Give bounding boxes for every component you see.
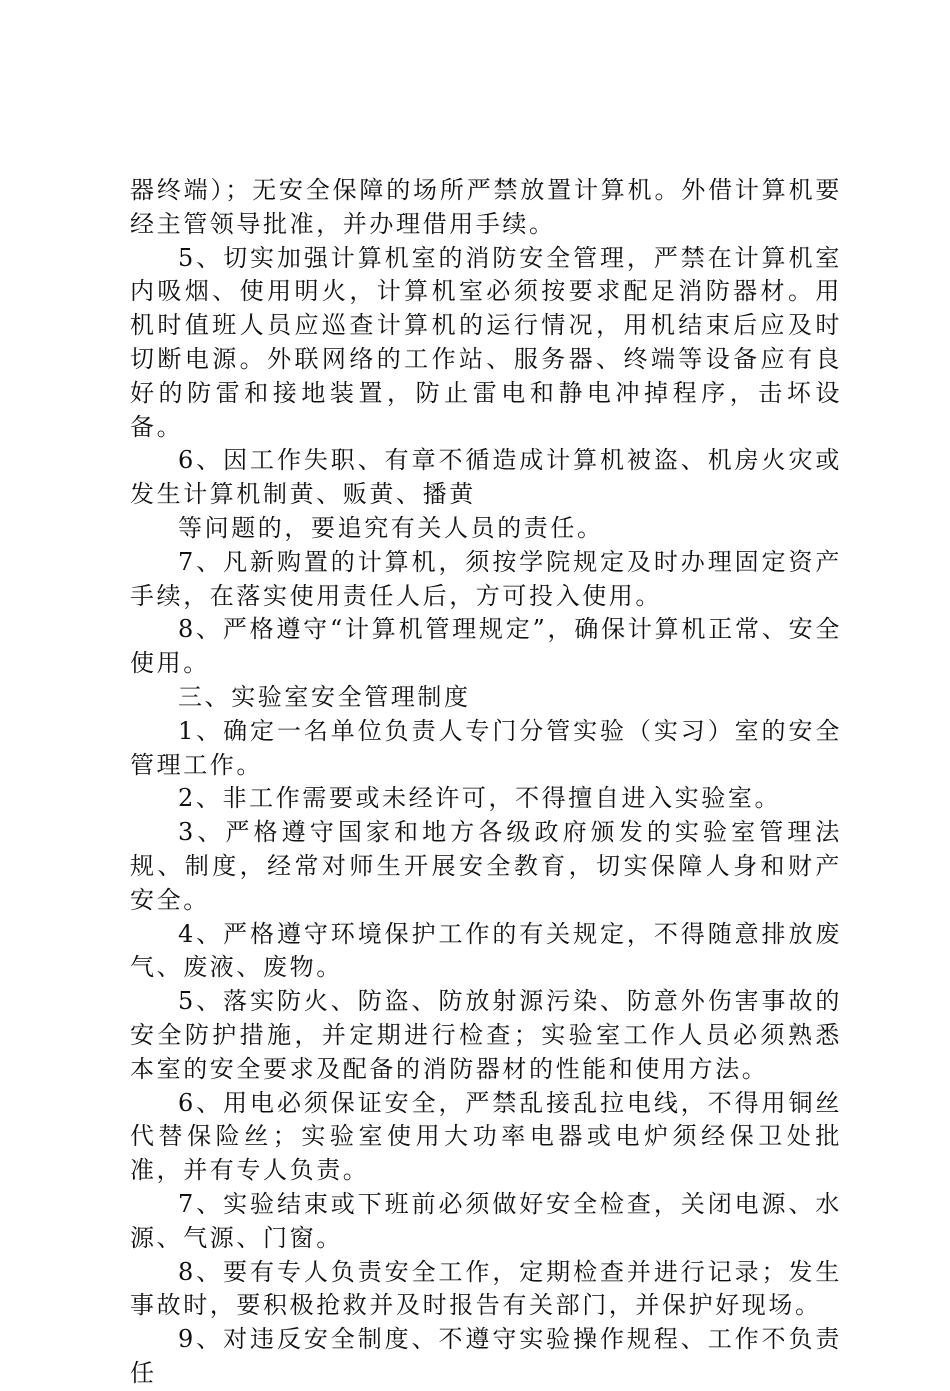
paragraph: 5、落实防火、防盗、防放射源污染、防意外伤害事故的安全防护措施，并定期进行检查；实验室工作人员必须熟悉本室的安全要求及配备的消防器材的性能和使用方法。 [130,987,842,1083]
paragraph: 2、非工作需要或未经许可，不得擅自进入实验室。 [178,784,782,813]
paragraph: 6、因工作失职、有章不循造成计算机被盗、机房火灾或发生计算机制黄、贩黄、播黄 [130,446,842,509]
paragraph: 8、要有专人负责安全工作，定期检查并进行记录；发生事故时，要积极抢救并及时报告有关部门，并保护好现场。 [130,1257,842,1320]
paragraph: 9、对违反安全制度、不遵守实验操作规程、工作不负责任 [130,1325,842,1387]
paragraph: 7、凡新购置的计算机，须按学院规定及时办理固定资产手续，在落实使用责任人后，方可投入使用。 [130,547,842,610]
paragraph: 5、切实加强计算机室的消防安全管理，严禁在计算机室内吸烟、使用明火，计算机室必须按要求配足消防器材。用机时值班人员应巡查计算机的运行情况，用机结束后应及时切断电源。外联网络的工作站、服务器、终端等设备应有良好的防雷和接地装置，防止雷电和静电冲掉程序，击坏设备。 [130,243,842,441]
paragraph: 8、严格遵守“计算机管理规定”，确保计算机正常、安全使用。 [130,615,842,678]
paragraph: 1、确定一名单位负责人专门分管实验（实习）室的安全管理工作。 [130,716,842,779]
paragraph: 3、严格遵守国家和地方各级政府颁发的实验室管理法规、制度，经常对师生开展安全教育，切实保障人身和财产安全。 [130,818,842,914]
document-body [130,174,842,1391]
paragraph: 6、用电必须保证安全，严禁乱接乱拉电线，不得用铜丝代替保险丝；实验室使用大功率电器或电炉须经保卫处批准，并有专人负责。 [130,1088,842,1185]
paragraph: 4、严格遵守环境保护工作的有关规定，不得随意排放废气、废液、废物。 [130,919,842,982]
paragraph: 等问题的，要追究有关人员的责任。 [178,513,604,542]
paragraph: 7、实验结束或下班前必须做好安全检查，关闭电源、水源、气源、门窗。 [130,1189,842,1252]
section-heading: 三、实验室安全管理制度 [178,682,471,711]
paragraph: 器终端）；无安全保障的场所严禁放置计算机。外借计算机要经主管领导批准，并办理借用手续。 [130,176,842,238]
